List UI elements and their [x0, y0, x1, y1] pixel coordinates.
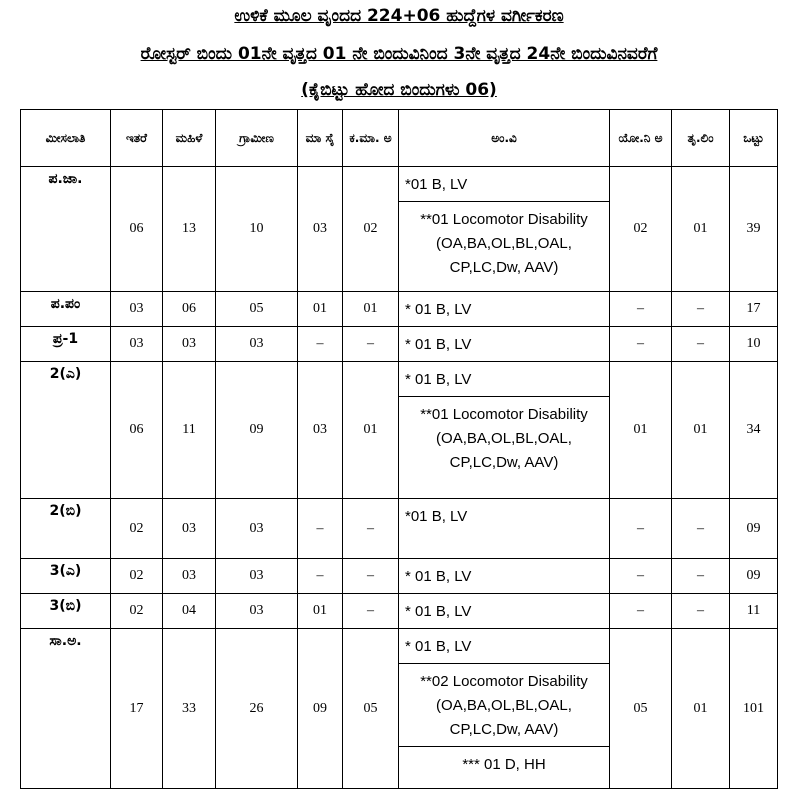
cell-disability — [399, 327, 610, 362]
table-header-row — [21, 110, 778, 167]
reservation-table — [20, 109, 778, 789]
cell-trans: – — [672, 499, 730, 559]
cell-disability — [399, 362, 610, 499]
cell-ex: 01 — [298, 292, 343, 327]
cell-project: 01 — [610, 362, 672, 499]
cell-other: 02 — [111, 499, 163, 559]
cell-disability — [399, 629, 610, 789]
cell-ex: 03 — [298, 362, 343, 499]
cell-women: 04 — [163, 594, 216, 629]
disability-entry: *01 B, LV — [405, 176, 468, 193]
cell-women: 03 — [163, 559, 216, 594]
cell-project: – — [610, 594, 672, 629]
cell-kannada: 02 — [343, 167, 399, 292]
cell-disability — [399, 167, 610, 292]
table-row — [21, 167, 778, 292]
cell-rural: 26 — [216, 629, 298, 789]
cell-ex: 03 — [298, 167, 343, 292]
cell-women: 06 — [163, 292, 216, 327]
cell-women: 03 — [163, 327, 216, 362]
table-row — [21, 327, 778, 362]
cell-trans: 01 — [672, 629, 730, 789]
cell-ex: 01 — [298, 594, 343, 629]
cell-category: 2(ಎ) — [21, 362, 111, 499]
cell-rural: 03 — [216, 559, 298, 594]
cell-total: 17 — [730, 292, 778, 327]
cell-disability — [399, 499, 610, 559]
cell-rural: 03 — [216, 594, 298, 629]
cell-kannada: – — [343, 327, 399, 362]
cell-category: 3(ಬಿ) — [21, 594, 111, 629]
cell-women: 11 — [163, 362, 216, 499]
cell-project: 05 — [610, 629, 672, 789]
heading-classification: ಉಳಿಕೆ ಮೂಲ ವೃಂದದ 224+06 ಹುದ್ದೆಗಳ ವರ್ಗೀಕರಣ — [234, 6, 564, 26]
cell-disability — [399, 559, 610, 594]
col-header-ex-servicemen: ಮಾ ಸೈ — [298, 110, 343, 167]
cell-disability — [399, 594, 610, 629]
cell-rural: 10 — [216, 167, 298, 292]
cell-other: 17 — [111, 629, 163, 789]
cell-kannada: – — [343, 594, 399, 629]
disability-entry: **02 Locomotor Disability (OA,BA,OL,BL,OAL, CP,LC,Dw, AAV) — [399, 663, 609, 746]
cell-other: 06 — [111, 167, 163, 292]
cell-project: 02 — [610, 167, 672, 292]
col-header-kannada-medium: ಕ.ಮಾ. ಅ — [343, 110, 399, 167]
cell-kannada: 05 — [343, 629, 399, 789]
table-row — [21, 594, 778, 629]
col-header-reservation: ಮೀಸಲಾತಿ — [21, 110, 111, 167]
disability-entry: **01 Locomotor Disability (OA,BA,OL,BL,OAL, CP,LC,Dw, AAV) — [399, 201, 609, 284]
disability-entry: * 01 B, LV — [405, 301, 472, 318]
cell-category: ಸಾ.ಅ. — [21, 629, 111, 789]
disability-entry: * 01 B, LV — [405, 638, 472, 655]
heading-roster-range: ರೋಸ್ಟರ್ ಬಿಂದು 01ನೇ ವೃತ್ತದ 01 ನೇ ಬಿಂದುವಿನಿಂದ 3ನೇ ವೃತ್ತದ 24ನೇ ಬಿಂದುವಿನವರೆಗೆ — [140, 44, 658, 64]
cell-rural: 09 — [216, 362, 298, 499]
cell-total: 101 — [730, 629, 778, 789]
col-header-total: ಒಟ್ಟು — [730, 110, 778, 167]
col-header-women: ಮಹಿಳೆ — [163, 110, 216, 167]
cell-rural: 03 — [216, 327, 298, 362]
cell-other: 06 — [111, 362, 163, 499]
cell-women: 33 — [163, 629, 216, 789]
table-row — [21, 292, 778, 327]
cell-trans: 01 — [672, 167, 730, 292]
cell-other: 03 — [111, 327, 163, 362]
cell-kannada: 01 — [343, 292, 399, 327]
cell-trans: – — [672, 292, 730, 327]
cell-total: 10 — [730, 327, 778, 362]
cell-total: 09 — [730, 499, 778, 559]
cell-ex: – — [298, 559, 343, 594]
cell-ex: – — [298, 327, 343, 362]
cell-kannada: – — [343, 499, 399, 559]
table-row — [21, 559, 778, 594]
cell-rural: 03 — [216, 499, 298, 559]
cell-trans: – — [672, 594, 730, 629]
cell-total: 34 — [730, 362, 778, 499]
table-row — [21, 499, 778, 559]
cell-total: 11 — [730, 594, 778, 629]
col-header-other: ಇತರೆ — [111, 110, 163, 167]
cell-kannada: 01 — [343, 362, 399, 499]
cell-category: 3(ಎ) — [21, 559, 111, 594]
cell-other: 02 — [111, 559, 163, 594]
cell-category: ಪ್ರ-1 — [21, 327, 111, 362]
cell-rural: 05 — [216, 292, 298, 327]
cell-ex: 09 — [298, 629, 343, 789]
cell-trans: – — [672, 327, 730, 362]
col-header-disability: ಅಂ.ವಿ — [399, 110, 610, 167]
cell-ex: – — [298, 499, 343, 559]
cell-total: 09 — [730, 559, 778, 594]
disability-entry: *01 B, LV — [405, 508, 468, 525]
cell-other: 03 — [111, 292, 163, 327]
col-header-rural: ಗ್ರಾಮೀಣ — [216, 110, 298, 167]
disability-entry: * 01 B, LV — [405, 568, 472, 585]
heading-dropped-points: (ಕೈಬಿಟ್ಟು ಹೋದ ಬಿಂದುಗಳು 06) — [301, 80, 497, 100]
table-row — [21, 362, 778, 499]
cell-trans: – — [672, 559, 730, 594]
cell-women: 13 — [163, 167, 216, 292]
cell-category: 2(ಬಿ) — [21, 499, 111, 559]
cell-women: 03 — [163, 499, 216, 559]
col-header-project-displaced: ಯೋ.ನಿ ಅ — [610, 110, 672, 167]
disability-entry: *** 01 D, HH — [399, 746, 609, 781]
cell-other: 02 — [111, 594, 163, 629]
cell-disability — [399, 292, 610, 327]
cell-project: – — [610, 499, 672, 559]
table-row — [21, 629, 778, 789]
disability-entry: * 01 B, LV — [405, 603, 472, 620]
cell-kannada: – — [343, 559, 399, 594]
col-header-transgender: ತೃ.ಲಿಂ — [672, 110, 730, 167]
cell-trans: 01 — [672, 362, 730, 499]
disability-entry: * 01 B, LV — [405, 336, 472, 353]
cell-project: – — [610, 559, 672, 594]
cell-project: – — [610, 292, 672, 327]
cell-project: – — [610, 327, 672, 362]
disability-entry: **01 Locomotor Disability (OA,BA,OL,BL,OAL, CP,LC,Dw, AAV) — [399, 396, 609, 479]
cell-category: ಪ.ಪಂ — [21, 292, 111, 327]
cell-category: ಪ.ಜಾ. — [21, 167, 111, 292]
disability-entry: * 01 B, LV — [405, 371, 472, 388]
cell-total: 39 — [730, 167, 778, 292]
